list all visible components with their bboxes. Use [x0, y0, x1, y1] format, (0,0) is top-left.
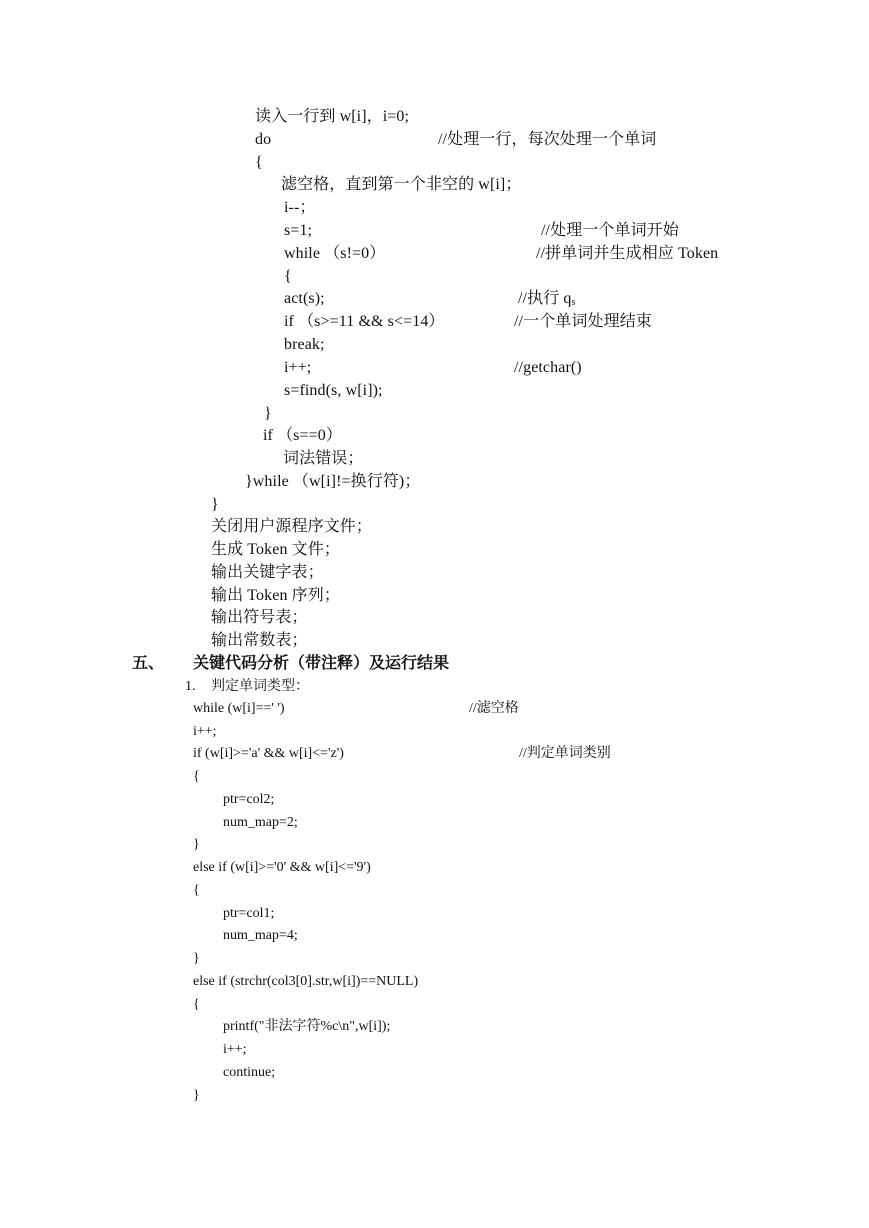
code-line-printf: printf("非法字符%c\n",w[i]);	[223, 1019, 391, 1034]
pseudo-line-do: do	[255, 131, 272, 148]
code-comment-skip-space: //滤空格	[469, 701, 519, 716]
code-line-ptr-col1: ptr=col1;	[223, 906, 275, 921]
pseudo-line-inner-close-brace: }	[264, 405, 272, 422]
code-line-brace: }	[193, 951, 200, 966]
code-line-continue: continue;	[223, 1065, 276, 1080]
code-line-brace: }	[193, 1088, 200, 1103]
code-line-brace: {	[193, 883, 200, 898]
pseudo-line-output-symbols: 输出符号表；	[211, 609, 308, 626]
code-comment-classify: //判定单词类别	[519, 746, 611, 761]
pseudo-line-outer-close-brace: }	[211, 496, 219, 513]
pseudo-comment-while: //拼单词并生成相应 Token	[536, 245, 719, 262]
pseudo-line-if-zero: if （s==0）	[263, 427, 342, 444]
pseudo-line-close-file: 关闭用户源程序文件；	[211, 518, 373, 535]
pseudo-line-while: while （s!=0）	[284, 245, 386, 262]
pseudo-line-output-constants: 输出常数表；	[211, 632, 308, 649]
pseudo-line-output-tokens: 输出 Token 序列；	[211, 587, 340, 604]
pseudo-comment-if-range: //一个单词处理结束	[514, 313, 652, 330]
pseudo-comment-increment: //getchar()	[514, 359, 582, 376]
code-line-num-map-2: num_map=2;	[223, 815, 298, 830]
pseudo-line-open-brace: {	[255, 154, 263, 171]
section-title: 关键代码分析（带注释）及运行结果	[193, 655, 450, 672]
subsection-title: 判定单词类型：	[211, 679, 309, 694]
pseudo-line-s-init: s=1;	[284, 222, 313, 239]
code-line-brace: {	[193, 769, 200, 784]
code-line-increment-2: i++;	[223, 1042, 247, 1057]
pseudo-line-gen-token-file: 生成 Token 文件；	[211, 541, 340, 558]
code-line-while-space: while (w[i]==' ')	[193, 701, 285, 716]
code-line-brace: {	[193, 997, 200, 1012]
subsection-number: 1.	[185, 679, 196, 694]
pseudo-line-find: s=find(s, w[i]);	[284, 382, 383, 399]
code-line-increment: i++;	[193, 724, 217, 739]
pseudo-line-read: 读入一行到 w[i]，i=0;	[255, 108, 410, 125]
pseudo-line-do-while: }while （w[i]!=换行符)；	[245, 473, 421, 490]
pseudo-line-skip-spaces: 滤空格，直到第一个非空的 w[i]；	[281, 176, 522, 193]
pseudo-line-inner-open-brace: {	[284, 268, 292, 285]
section-number: 五、	[132, 655, 165, 672]
pseudo-line-break: break;	[284, 336, 325, 353]
pseudo-comment-act: //执行 $q_s$	[518, 290, 576, 308]
code-line-ptr-col2: ptr=col2;	[223, 792, 275, 807]
pseudo-line-output-keywords: 输出关键字表；	[211, 564, 324, 581]
pseudo-line-if-range: if （s>=11 && s<=14）	[284, 313, 445, 330]
pseudo-line-lexical-error: 词法错误；	[283, 450, 364, 467]
pseudo-line-decrement: i--；	[284, 199, 316, 216]
pseudo-comment-s-init: //处理一个单词开始	[541, 222, 679, 239]
code-line-num-map-4: num_map=4;	[223, 928, 298, 943]
pseudo-line-increment: i++;	[284, 359, 312, 376]
code-line-if-letter: if (w[i]>='a' && w[i]<='z')	[193, 746, 344, 761]
pseudo-line-act: act(s);	[284, 290, 325, 307]
code-line-else-if-strchr: else if (strchr(col3[0].str,w[i])==NULL)	[193, 974, 419, 989]
code-line-else-if-digit: else if (w[i]>='0' && w[i]<='9')	[193, 860, 371, 875]
pseudo-comment-do: //处理一行，每次处理一个单词	[438, 131, 657, 148]
code-line-brace: }	[193, 837, 200, 852]
